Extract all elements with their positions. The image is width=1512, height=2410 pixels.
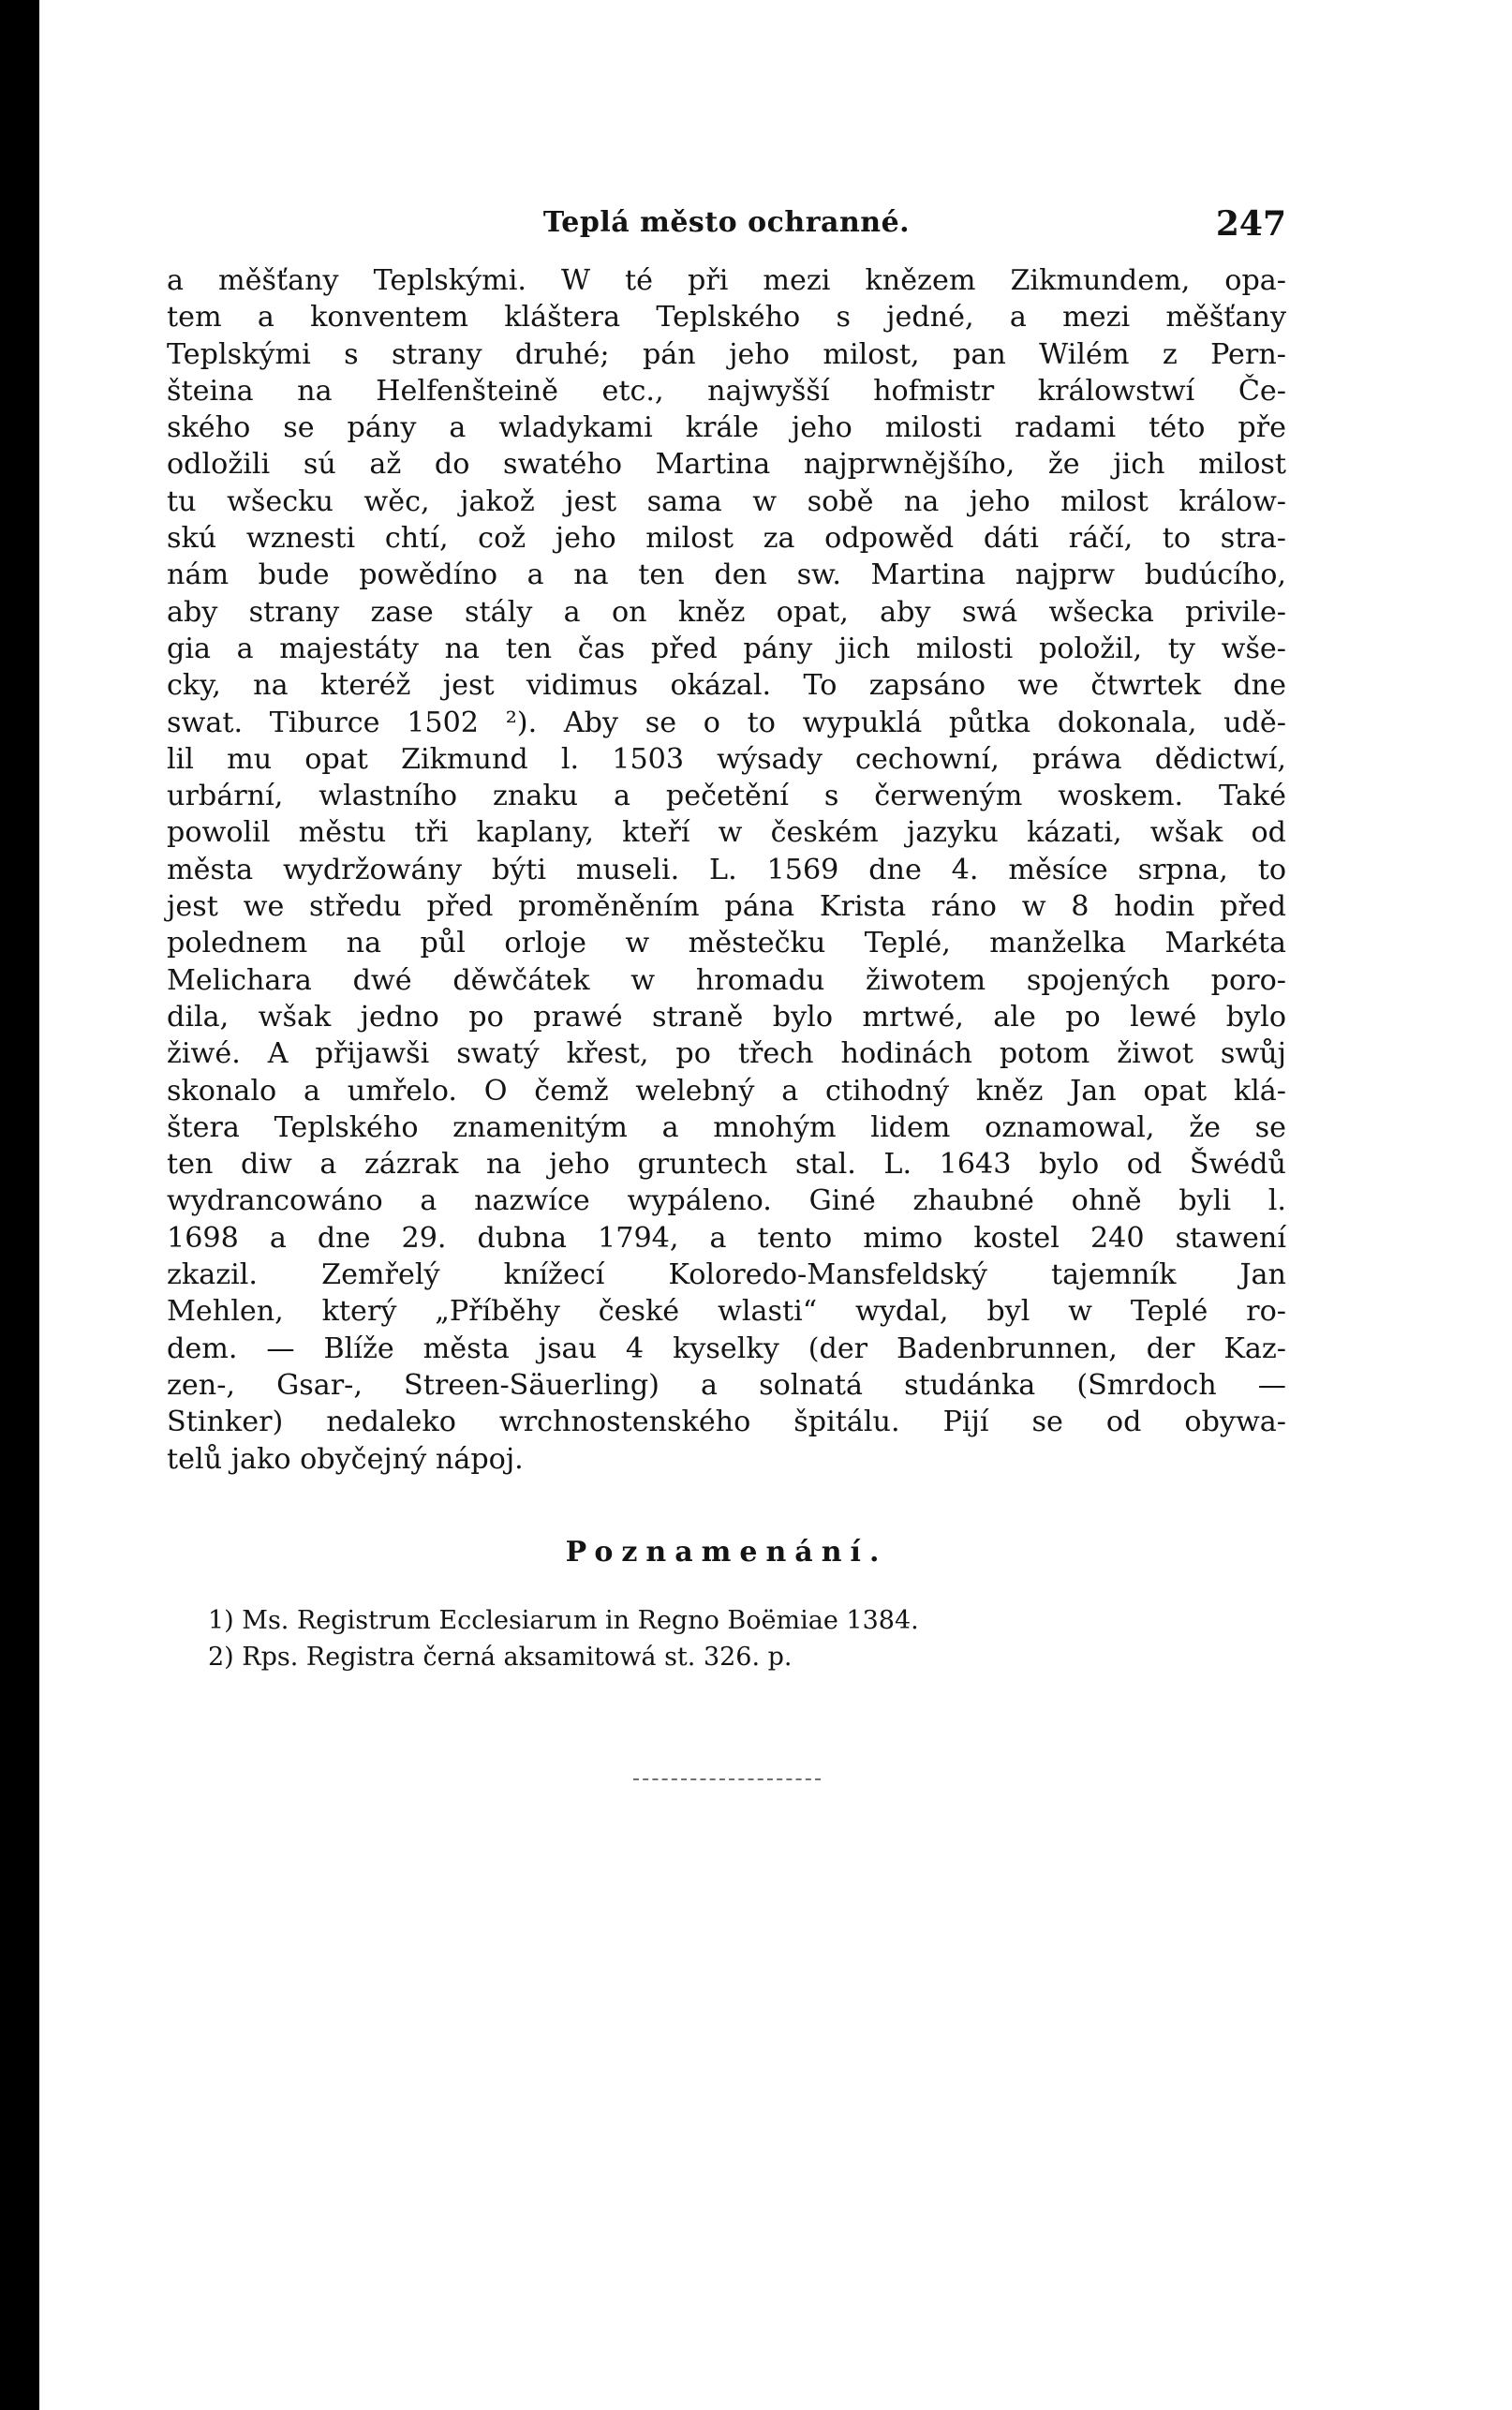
text-line: žiwé. A přijawši swatý křest, po třech hodinách potom žiwot swůj	[167, 1037, 1286, 1071]
running-header	[167, 204, 1286, 253]
text-line: dem. — Blíže města jsau 4 kyselky (der Badenbrunnen, der Kaz-	[167, 1331, 1286, 1365]
text-line: a měšťany Teplskými. W té při mezi knězem Zikmundem, opa-	[167, 264, 1286, 297]
text-line: Melichara dwé děwčátek w hromadu žiwotem spojených poro-	[167, 963, 1286, 997]
footnote-2: 2) Rps. Registra černá aksamitowá st. 326. p.	[208, 1642, 793, 1672]
text-line: urbární, wlastního znaku a pečetění s čerweným woskem. Také	[167, 780, 1286, 813]
text-line: tem a konventem kláštera Teplského s jedné, a mezi měšťany	[167, 301, 1286, 335]
text-line: lil mu opat Zikmund l. 1503 wýsady cechowní, práwa dědictwí,	[167, 742, 1286, 776]
text-line: jest we středu před proměněním pána Krista ráno w 8 hodin před	[167, 890, 1286, 924]
notes-heading: Poznamenání.	[565, 1535, 888, 1569]
text-line: tu wšecku wěc, jakož jest sama w sobě na jeho milost králow-	[167, 484, 1286, 518]
text-line: wydrancowáno a nazwíce wypáleno. Giné zhaubné ohně byli l.	[167, 1184, 1286, 1218]
body-paragraph	[167, 262, 1286, 1478]
running-title: Teplá město ochranné.	[542, 206, 911, 239]
footnotes-list	[167, 1602, 1286, 1675]
text-line-last: telů jako obyčejný nápoj.	[167, 1442, 524, 1476]
text-line: powolil městu tři kaplany, kteří w českém jazyku kázati, wšak od	[167, 816, 1286, 850]
text-line: cky, na kteréž jest vidimus okázal. To zapsáno we čtwrtek dne	[167, 669, 1286, 703]
text-line: swat. Tiburce 1502 ²). Aby se o to wypuklá půtka dokonala, udě-	[167, 706, 1286, 739]
scan-left-edge	[0, 0, 39, 2410]
text-line: štera Teplského znamenitým a mnohým lidem oznamowal, že se	[167, 1110, 1286, 1144]
text-line: ského se pány a wladykami krále jeho milosti radami této pře	[167, 411, 1286, 445]
text-line: skú wznesti chtí, což jeho milost za odpowěd dáti ráčí, to stra-	[167, 522, 1286, 556]
text-line: polednem na půl orloje w městečku Teplé, manželka Markéta	[167, 927, 1286, 960]
text-line: aby strany zase stály a on kněz opat, aby swá wšecka privile-	[167, 595, 1286, 629]
end-rule	[633, 1778, 821, 1780]
text-line: šteina na Helfenšteině etc., najwyšší hofmistr králowstwí Če-	[167, 374, 1286, 408]
text-line: zen-, Gsar-, Streen-Säuerling) a solnatá studánka (Smrdoch —	[167, 1368, 1286, 1402]
text-line: zkazil. Zemřelý knížecí Koloredo-Mansfeldský tajemník Jan	[167, 1258, 1286, 1292]
text-line: dila, wšak jedno po prawé straně bylo mrtwé, ale po lewé bylo	[167, 1000, 1286, 1034]
text-line: ten diw a zázrak na jeho gruntech stal. L. 1643 bylo od Šwédů	[167, 1148, 1286, 1182]
text-line: odložili sú až do swatého Martina najprwnějšího, že jich milost	[167, 448, 1286, 482]
page-number: 247	[1215, 204, 1286, 244]
text-line: Mehlen, který „Příběhy české wlasti“ wydal, byl w Teplé ro-	[167, 1295, 1286, 1329]
text-line: gia a majestáty na ten čas před pány jich milosti položil, ty wše-	[167, 632, 1286, 665]
text-line: skonalo a umřelo. O čemž welebný a ctihodný kněz Jan opat klá-	[167, 1074, 1286, 1108]
text-line: 1698 a dne 29. dubna 1794, a tento mimo kostel 240 stawení	[167, 1221, 1286, 1255]
text-line: Teplskými s strany druhé; pán jeho milost, pan Wilém z Pern-	[167, 337, 1286, 371]
text-line: nám bude powědíno a na ten den sw. Martina najprw budúcího,	[167, 558, 1286, 592]
footnote-1: 1) Ms. Registrum Ecclesiarum in Regno Boëmiae 1384.	[208, 1605, 919, 1635]
text-line: města wydržowány býti museli. L. 1569 dne 4. měsíce srpna, to	[167, 853, 1286, 886]
text-line: Stinker) nedaleko wrchnostenského špitálu. Pijí se od obywa-	[167, 1406, 1286, 1439]
book-page	[167, 204, 1286, 1780]
